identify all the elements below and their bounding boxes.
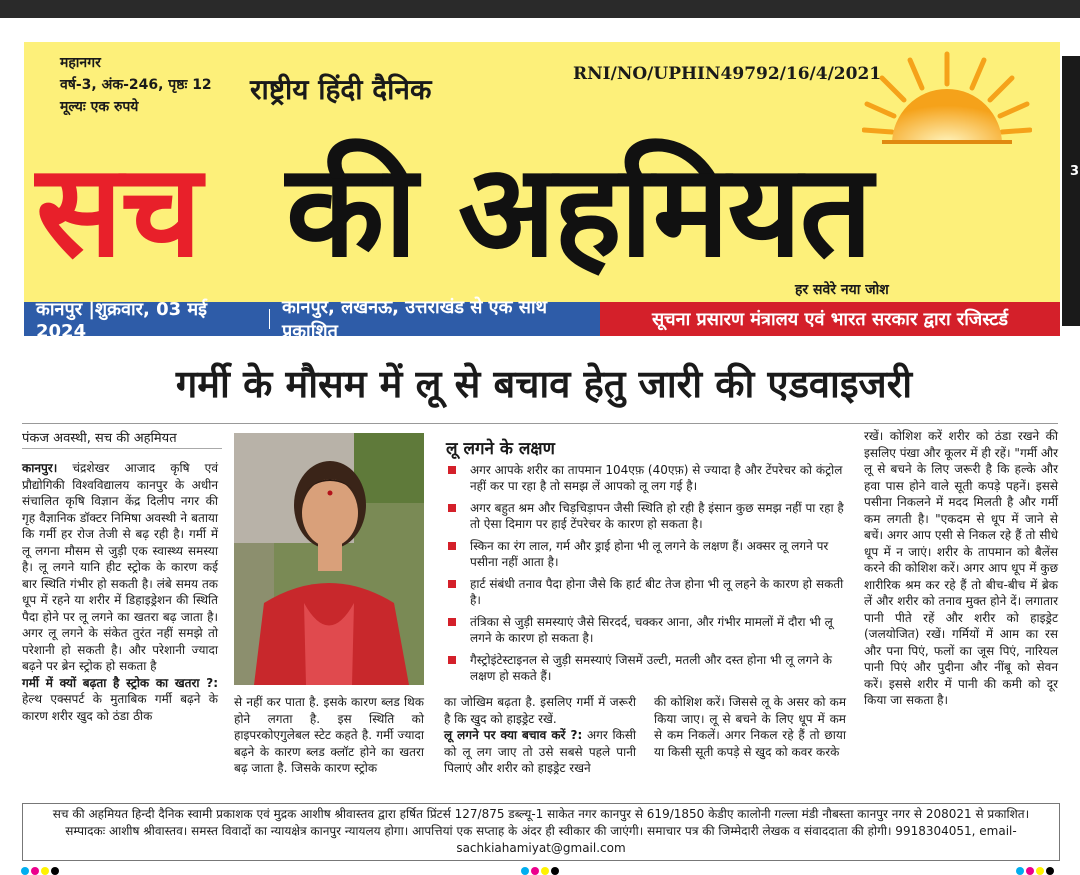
published-cities: कानपुर, लखनऊ, उत्तराखंड से एक साथ प्रकाशित — [281, 297, 548, 342]
column-5-text: रखें। कोशिश करें शरीर को ठंडा रखने की इसलिए पंखा और कूलर में ही रहें। "गर्मी और लू से बचने के लिए जरूरी है कि हल्के और हवा पास होने वाले सूती कपड़े पहनें। इससे पसीना निकलने में मदद मिलती है और गर्मी कम लगती है। "एकदम से धूप में जाने से बचें। अगर आप एसी से निकल रहे हैं तो सीधे धूप में न जाएं। शरीर के तापमान को बैलेंस करने की कोशिश करें। अगर आप धूप में कुछ शारीरिक श्रम कर रहे हैं तो बीच-बीच में ब्रेक लें और शरीर को तनाव मुक्त होने दें। लगातार पानी पीते रहें और शरीर को हाइड्रेट (जलयोजित) रखें। गर्मियों में आम का रस और पना पिएं, फलों का जूस पिएं, नारियल पानी पिएं और पुदीना और नींबू को सेवन करें। इससे शरीर में पानी की कमी को दूर किया जा सकता है। — [864, 429, 1058, 707]
subheading-stroke-risk: गर्मी में क्यों बढ़ता है स्ट्रोक का खतरा ?: — [22, 675, 218, 690]
byline-rule — [22, 448, 222, 449]
contact-email: sachkiahamiyat@gmail.com — [456, 841, 626, 855]
symptom-item: गैस्ट्रोइंटेस्टाइनल से जुड़ी समस्याएं जिसमें उल्टी, मतली और दस्त होना भी लू लगने के लक्षण हो सकते हैं। — [446, 652, 846, 684]
imprint-footer — [22, 803, 1060, 861]
column-2-text: से नहीं कर पाता है. इसके कारण ब्लड थिक होने लगता है. इस स्थिति को हाइपरकोएगुलेबल स्टेट कहते है. गर्मी ज्यादा बढ़ने के कारण ब्लड क्लॉट होने का खतरा बढ़ जाता है. जिसके कारण स्ट्रोक — [234, 695, 424, 775]
edition-label: महानगर — [60, 55, 101, 71]
rni-number: RNI/NO/UPHIN49792/16/4/2021 — [573, 64, 882, 84]
registration-note: सूचना प्रसारण मंत्रालय एवं भारत सरकार द्वारा रजिस्टर्ड — [652, 309, 1008, 330]
dateline: कानपुर। — [22, 461, 58, 475]
price-label: मूल्यः एक रुपये — [60, 99, 139, 115]
article-column-1 — [22, 460, 218, 724]
divider — [22, 423, 1058, 424]
title-red-part: सच — [36, 137, 200, 286]
registration-marks-icon — [520, 866, 560, 875]
tagline: राष्ट्रीय हिंदी दैनिक — [250, 73, 432, 106]
symptom-item: हार्ट संबंधी तनाव पैदा होना जैसे कि हार्ट बीट तेज होना भी लू लहने के कारण हो सकती है। — [446, 576, 846, 608]
reporter-photo — [234, 433, 424, 685]
band-red — [600, 302, 1060, 336]
column-3-text: का जोखिम बढ़ता है. इसलिए गर्मी में जरूरी है कि खुद को हाइड्रेट रखें. — [444, 695, 636, 726]
newspaper-title — [36, 118, 1046, 286]
subheading-prevention: लू लगने पर क्या बचाव करें ?: — [444, 728, 583, 742]
side-strip — [1062, 56, 1080, 326]
city-date: कानपुर |शुक्रवार, 03 मई 2024 — [36, 298, 208, 342]
symptoms-list — [446, 462, 846, 690]
title-black-part: की अहमियत — [286, 137, 871, 286]
top-bar — [0, 0, 1080, 18]
symptom-item: अगर बहुत श्रम और चिड़चिड़ापन जैसी स्थिति हो रही है इंसान कुछ समझ नहीं पा रहा है तो ऐसा दिमाग पर हाई टेंपरेचर के कारण हो सकता है। — [446, 500, 846, 532]
imprint-line-2: सम्पादकः आशीष श्रीवास्तव। समस्त विवादों का न्यायक्षेत्र कानपुर न्यायलय होगा। आपत्तियां एक सप्ताह के अंदर ही स्वीकार की जाएंगी। समाचार पत्र की जिम्मेदारी लेखक व संवाददाता की होगी। 9918304051, email- — [65, 824, 1017, 838]
column-1-subtext: हेल्थ एक्सपर्ट के मुताबिक गर्मी बढ़ने के कारण शरीर खुद को ठंडा ठीक — [22, 692, 218, 723]
symptom-item: स्किन का रंग लाल, गर्म और ड्राई होना भी लू लगने के लक्षण हैं। अक्सर लू लगने पर पसीना नहीं आता है। — [446, 538, 846, 570]
slogan: हर सवेरे नया जोश — [795, 282, 889, 298]
registration-marks-icon — [20, 866, 60, 875]
column-4-text: की कोशिश करें। जिससे लू के असर को कम किया जाए। लू से बचने के लिए धूप में कम से कम निकलें। अगर निकल रहे हैं तो छाया या किसी सूती कपड़े से खुद को कवर करके — [654, 695, 846, 759]
registration-marks-icon — [1015, 866, 1055, 875]
article-column-5 — [864, 428, 1058, 709]
article-column-2 — [234, 694, 424, 777]
article-column-4 — [654, 694, 846, 760]
column-1-text: चंद्रशेखर आजाद कृषि एवं प्रौद्योगिकी विश्वविद्यालय कानपुर के अधीन संचालित कृषि विज्ञान केंद्र दिलीप नगर की गृह वैज्ञानिक डॉक्टर निमिषा अवस्थी ने बताया कि गर्मी हर रोज तेजी से बढ़ रही है। गर्मी में लू लगना मौसम से जुड़ी एक स्वास्थ्य समस्या है। लू लगने यानि हीट स्ट्रोक के कारण कई बार स्थिति गंभीर हो सकती है। लंबे समय तक धूप में रहने या शरीर में डिहाइड्रेशन की स्थिति पैदा होने पर लू लगने का खतरा बढ़ जाता है। अगर लू लगने के संकेत तुरंत नहीं समझे तो परेशानी हो सकती है। और परेशानी ज्यादा बढ़ने पर ब्रेन स्ट्रोक हो सकता है — [22, 461, 218, 673]
symptom-item: तंत्रिका से जुड़ी समस्याएं जैसे सिरदर्द, चक्कर आना, और गंभीर मामलों में दौरा भी लू लगने के कारण हो सकता है। — [446, 614, 846, 646]
article-headline: गर्मी के मौसम में लू से बचाव हेतु जारी की एडवाइजरी — [175, 362, 913, 406]
portrait-image — [234, 433, 424, 685]
article-column-3 — [444, 694, 636, 777]
symptoms-box-title: लू लगने के लक्षण — [446, 439, 555, 459]
band-blue — [24, 297, 600, 342]
column-3-subtext: अगर किसी को लू लग जाए तो उसे सबसे पहले पानी पिलाएं और शरीर को हाइड्रेट रखने — [444, 728, 636, 775]
issue-number: वर्ष-3, अंक-246, पृष्ठः 12 — [60, 77, 212, 93]
issue-info — [60, 52, 212, 118]
masthead-band — [24, 297, 1060, 342]
byline: पंकज अवस्थी, सच की अहमियत — [22, 431, 177, 446]
imprint-line-1: सच की अहमियत हिन्दी दैनिक स्वामी प्रकाशक एवं मुद्रक आशीष श्रीवास्तव द्वारा हर्षित प्रिंटर्स 127/875 डब्ल्यू-1 साकेत नगर कानपुर से 619/1850 केडीए कालोनी गल्ला मंडी नौबस्ता कानपुर नगर से 208021 से प्रकाशित। — [52, 807, 1030, 821]
side-strip-char: 3 — [1070, 164, 1080, 179]
symptom-item: अगर आपके शरीर का तापमान 104एफ़ (40एफ़) से ज्यादा है और टेंपरेचर को कंट्रोल नहीं कर पा रहा है तो समझ लें आपको लू लग गई है। — [446, 462, 846, 494]
